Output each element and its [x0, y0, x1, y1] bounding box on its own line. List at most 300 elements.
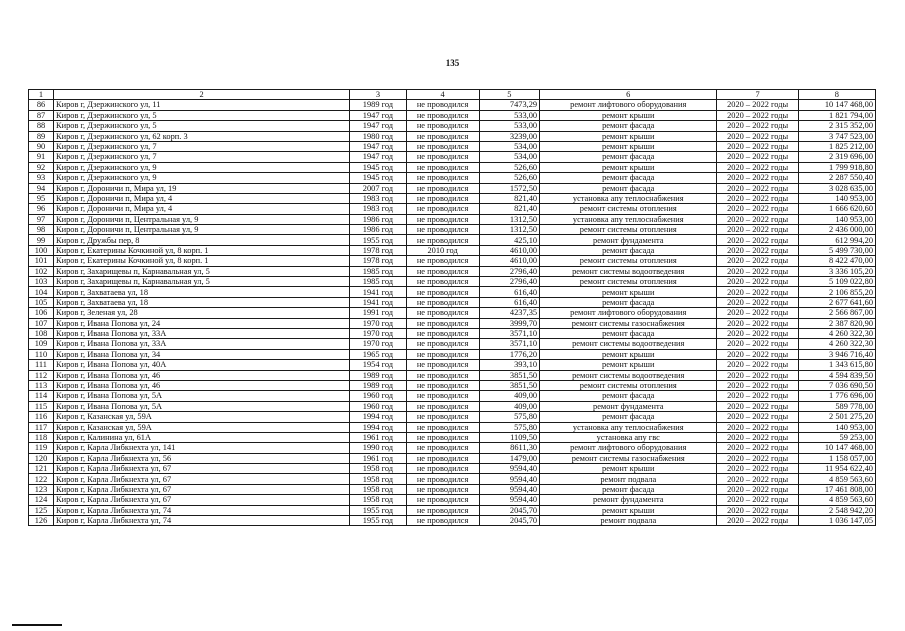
- table-row: [29, 391, 876, 401]
- work-type-cell: ремонт фасада: [540, 121, 717, 131]
- build-year-cell: 1965 год: [350, 349, 406, 359]
- work-type-cell: ремонт системы газоснабжения: [540, 318, 717, 328]
- address-cell: Киров г, Карла Либкнехта ул, 56: [54, 453, 350, 463]
- table-row: [29, 266, 876, 276]
- row-number-cell: 99: [29, 235, 54, 245]
- area-cell: 534,00: [479, 152, 540, 162]
- cost-cell: 10 147 468,00: [798, 443, 875, 453]
- build-year-cell: 1941 год: [350, 287, 406, 297]
- build-year-cell: 1989 год: [350, 380, 406, 390]
- build-year-cell: 1970 год: [350, 318, 406, 328]
- cost-cell: 1 158 057,00: [798, 453, 875, 463]
- cost-cell: 2 436 000,00: [798, 225, 875, 235]
- table-row: [29, 277, 876, 287]
- work-type-cell: ремонт фасада: [540, 412, 717, 422]
- cost-cell: 1 825 212,00: [798, 141, 875, 151]
- table-row: [29, 516, 876, 526]
- work-type-cell: ремонт системы водоотведения: [540, 266, 717, 276]
- cost-cell: 2 319 696,00: [798, 152, 875, 162]
- address-cell: Киров г, Ивана Попова ул, 5А: [54, 401, 350, 411]
- area-cell: 4237,35: [479, 308, 540, 318]
- address-cell: Киров г, Казанская ул, 59А: [54, 422, 350, 432]
- area-cell: 534,00: [479, 141, 540, 151]
- cost-cell: 4 594 839,50: [798, 370, 875, 380]
- row-number-cell: 101: [29, 256, 54, 266]
- address-cell: Киров г, Дружбы пер, 8: [54, 235, 350, 245]
- last-repair-year-cell: не проводился: [406, 152, 479, 162]
- row-number-cell: 93: [29, 173, 54, 183]
- address-cell: Киров г, Дзержинского ул, 62 корп. 3: [54, 131, 350, 141]
- work-type-cell: ремонт крыши: [540, 349, 717, 359]
- last-repair-year-cell: не проводился: [406, 412, 479, 422]
- table-row: [29, 183, 876, 193]
- address-cell: Киров г, Дзержинского ул, 5: [54, 121, 350, 131]
- table-row: [29, 110, 876, 120]
- area-cell: 1572,50: [479, 183, 540, 193]
- cost-cell: 4 859 563,60: [798, 495, 875, 505]
- area-cell: 425,10: [479, 235, 540, 245]
- work-type-cell: ремонт фасада: [540, 183, 717, 193]
- last-repair-year-cell: не проводился: [406, 401, 479, 411]
- table-row: [29, 100, 876, 110]
- table-row: [29, 245, 876, 255]
- area-cell: 9594,40: [479, 495, 540, 505]
- period-cell: 2020 – 2022 годы: [717, 412, 798, 422]
- last-repair-year-cell: не проводился: [406, 297, 479, 307]
- area-cell: 3239,00: [479, 131, 540, 141]
- cost-cell: 2 287 550,40: [798, 173, 875, 183]
- period-cell: 2020 – 2022 годы: [717, 131, 798, 141]
- period-cell: 2020 – 2022 годы: [717, 422, 798, 432]
- table-row: [29, 162, 876, 172]
- work-type-cell: ремонт фасада: [540, 391, 717, 401]
- work-type-cell: ремонт крыши: [540, 162, 717, 172]
- cost-cell: 3 946 716,40: [798, 349, 875, 359]
- build-year-cell: 1958 год: [350, 474, 406, 484]
- period-cell: 2020 – 2022 годы: [717, 339, 798, 349]
- row-number-cell: 119: [29, 443, 54, 453]
- row-number-cell: 112: [29, 370, 54, 380]
- last-repair-year-cell: не проводился: [406, 380, 479, 390]
- build-year-cell: 1955 год: [350, 516, 406, 526]
- address-cell: Киров г, Дороничи п, Центральная ул, 9: [54, 214, 350, 224]
- last-repair-year-cell: не проводился: [406, 474, 479, 484]
- work-type-cell: ремонт системы отопления: [540, 204, 717, 214]
- area-cell: 1479,00: [479, 453, 540, 463]
- row-number-cell: 114: [29, 391, 54, 401]
- row-number-cell: 122: [29, 474, 54, 484]
- cost-cell: 1 343 615,80: [798, 360, 875, 370]
- row-number-cell: 94: [29, 183, 54, 193]
- last-repair-year-cell: не проводился: [406, 204, 479, 214]
- table-body: [29, 100, 876, 526]
- row-number-cell: 104: [29, 287, 54, 297]
- build-year-cell: 1961 год: [350, 453, 406, 463]
- build-year-cell: 1947 год: [350, 110, 406, 120]
- period-cell: 2020 – 2022 годы: [717, 287, 798, 297]
- build-year-cell: 1947 год: [350, 152, 406, 162]
- last-repair-year-cell: не проводился: [406, 432, 479, 442]
- address-cell: Киров г, Захарищевы п, Карнавальная ул, 5: [54, 266, 350, 276]
- build-year-cell: 1994 год: [350, 412, 406, 422]
- area-cell: 575,80: [479, 412, 540, 422]
- cost-cell: 5 109 022,80: [798, 277, 875, 287]
- period-cell: 2020 – 2022 годы: [717, 225, 798, 235]
- table-row: [29, 141, 876, 151]
- period-cell: 2020 – 2022 годы: [717, 162, 798, 172]
- row-number-cell: 91: [29, 152, 54, 162]
- build-year-cell: 1947 год: [350, 121, 406, 131]
- cost-cell: 4 260 322,30: [798, 328, 875, 338]
- period-cell: 2020 – 2022 годы: [717, 297, 798, 307]
- area-cell: 2045,70: [479, 505, 540, 515]
- cost-cell: 2 548 942,20: [798, 505, 875, 515]
- period-cell: 2020 – 2022 годы: [717, 391, 798, 401]
- last-repair-year-cell: не проводился: [406, 235, 479, 245]
- work-type-cell: ремонт фундамента: [540, 495, 717, 505]
- table-row: [29, 464, 876, 474]
- build-year-cell: 1961 год: [350, 432, 406, 442]
- page-number: 135: [445, 58, 460, 68]
- capital-repair-register-table: [28, 89, 876, 526]
- table-row: [29, 443, 876, 453]
- table-row: [29, 505, 876, 515]
- last-repair-year-cell: не проводился: [406, 443, 479, 453]
- area-cell: 526,60: [479, 162, 540, 172]
- row-number-cell: 107: [29, 318, 54, 328]
- area-cell: 2796,40: [479, 266, 540, 276]
- period-cell: 2020 – 2022 годы: [717, 173, 798, 183]
- work-type-cell: ремонт фасада: [540, 328, 717, 338]
- cost-cell: 1 666 620,60: [798, 204, 875, 214]
- build-year-cell: 1958 год: [350, 484, 406, 494]
- row-number-cell: 96: [29, 204, 54, 214]
- period-cell: 2020 – 2022 годы: [717, 214, 798, 224]
- last-repair-year-cell: не проводился: [406, 266, 479, 276]
- cost-cell: 3 747 523,00: [798, 131, 875, 141]
- row-number-cell: 118: [29, 432, 54, 442]
- column-header-7: 7: [717, 90, 798, 100]
- table-row: [29, 432, 876, 442]
- address-cell: Киров г, Дороничи п, Мира ул, 4: [54, 204, 350, 214]
- table-row: [29, 474, 876, 484]
- area-cell: 3571,10: [479, 339, 540, 349]
- address-cell: Киров г, Калинина ул, 61А: [54, 432, 350, 442]
- last-repair-year-cell: не проводился: [406, 484, 479, 494]
- work-type-cell: ремонт лифтового оборудования: [540, 308, 717, 318]
- build-year-cell: 1978 год: [350, 256, 406, 266]
- last-repair-year-cell: не проводился: [406, 339, 479, 349]
- work-type-cell: установка апу теплоснабжения: [540, 422, 717, 432]
- area-cell: 4610,00: [479, 245, 540, 255]
- row-number-cell: 90: [29, 141, 54, 151]
- last-repair-year-cell: не проводился: [406, 183, 479, 193]
- work-type-cell: установка апу гвс: [540, 432, 717, 442]
- cost-cell: 59 253,00: [798, 432, 875, 442]
- build-year-cell: 1989 год: [350, 370, 406, 380]
- last-repair-year-cell: не проводился: [406, 308, 479, 318]
- row-number-cell: 89: [29, 131, 54, 141]
- area-cell: 616,40: [479, 297, 540, 307]
- period-cell: 2020 – 2022 годы: [717, 266, 798, 276]
- area-cell: 3851,50: [479, 370, 540, 380]
- table-row: [29, 204, 876, 214]
- cost-cell: 612 994,20: [798, 235, 875, 245]
- row-number-cell: 111: [29, 360, 54, 370]
- address-cell: Киров г, Дороничи п, Центральная ул, 9: [54, 225, 350, 235]
- cost-cell: 8 422 470,00: [798, 256, 875, 266]
- period-cell: 2020 – 2022 годы: [717, 474, 798, 484]
- work-type-cell: ремонт крыши: [540, 110, 717, 120]
- area-cell: 1312,50: [479, 225, 540, 235]
- address-cell: Киров г, Ивана Попова ул, 46: [54, 370, 350, 380]
- last-repair-year-cell: не проводился: [406, 287, 479, 297]
- cost-cell: 140 953,00: [798, 214, 875, 224]
- period-cell: 2020 – 2022 годы: [717, 245, 798, 255]
- row-number-cell: 100: [29, 245, 54, 255]
- row-number-cell: 121: [29, 464, 54, 474]
- area-cell: 1312,50: [479, 214, 540, 224]
- area-cell: 821,40: [479, 204, 540, 214]
- area-cell: 1776,20: [479, 349, 540, 359]
- table-row: [29, 328, 876, 338]
- area-cell: 616,40: [479, 287, 540, 297]
- row-number-cell: 97: [29, 214, 54, 224]
- period-cell: 2020 – 2022 годы: [717, 432, 798, 442]
- build-year-cell: 1983 год: [350, 204, 406, 214]
- last-repair-year-cell: не проводился: [406, 162, 479, 172]
- period-cell: 2020 – 2022 годы: [717, 328, 798, 338]
- period-cell: 2020 – 2022 годы: [717, 235, 798, 245]
- cost-cell: 2 387 820,90: [798, 318, 875, 328]
- table-row: [29, 412, 876, 422]
- cost-cell: 11 954 622,40: [798, 464, 875, 474]
- last-repair-year-cell: не проводился: [406, 110, 479, 120]
- build-year-cell: 1970 год: [350, 328, 406, 338]
- row-number-cell: 102: [29, 266, 54, 276]
- work-type-cell: ремонт фасада: [540, 484, 717, 494]
- work-type-cell: ремонт фундамента: [540, 401, 717, 411]
- work-type-cell: ремонт системы газоснабжения: [540, 453, 717, 463]
- area-cell: 8611,30: [479, 443, 540, 453]
- work-type-cell: ремонт крыши: [540, 141, 717, 151]
- row-number-cell: 103: [29, 277, 54, 287]
- cost-cell: 3 028 635,00: [798, 183, 875, 193]
- work-type-cell: ремонт системы отопления: [540, 380, 717, 390]
- column-header-5: 5: [479, 90, 540, 100]
- area-cell: 1109,50: [479, 432, 540, 442]
- row-number-cell: 125: [29, 505, 54, 515]
- area-cell: 3571,10: [479, 328, 540, 338]
- build-year-cell: 1945 год: [350, 173, 406, 183]
- row-number-cell: 120: [29, 453, 54, 463]
- address-cell: Киров г, Ивана Попова ул, 33А: [54, 328, 350, 338]
- cost-cell: 2 106 855,20: [798, 287, 875, 297]
- last-repair-year-cell: не проводился: [406, 173, 479, 183]
- address-cell: Киров г, Карла Либкнехта ул, 74: [54, 516, 350, 526]
- build-year-cell: 1954 год: [350, 360, 406, 370]
- table-row: [29, 380, 876, 390]
- row-number-cell: 126: [29, 516, 54, 526]
- address-cell: Киров г, Захватаева ул, 18: [54, 287, 350, 297]
- address-cell: Киров г, Зеленая ул, 28: [54, 308, 350, 318]
- work-type-cell: ремонт фасада: [540, 245, 717, 255]
- table-row: [29, 349, 876, 359]
- build-year-cell: 1958 год: [350, 464, 406, 474]
- area-cell: 533,00: [479, 121, 540, 131]
- work-type-cell: ремонт крыши: [540, 131, 717, 141]
- build-year-cell: 1960 год: [350, 401, 406, 411]
- table-row: [29, 287, 876, 297]
- work-type-cell: ремонт крыши: [540, 505, 717, 515]
- build-year-cell: 1994 год: [350, 422, 406, 432]
- column-header-6: 6: [540, 90, 717, 100]
- table-row: [29, 256, 876, 266]
- table-row: [29, 193, 876, 203]
- cost-cell: 2 566 867,00: [798, 308, 875, 318]
- area-cell: 3851,50: [479, 380, 540, 390]
- cost-cell: 7 036 690,50: [798, 380, 875, 390]
- cost-cell: 10 147 468,00: [798, 100, 875, 110]
- address-cell: Киров г, Карла Либкнехта ул, 74: [54, 505, 350, 515]
- row-number-cell: 109: [29, 339, 54, 349]
- period-cell: 2020 – 2022 годы: [717, 152, 798, 162]
- last-repair-year-cell: не проводился: [406, 318, 479, 328]
- area-cell: 575,80: [479, 422, 540, 432]
- address-cell: Киров г, Карла Либкнехта ул, 67: [54, 495, 350, 505]
- table-row: [29, 318, 876, 328]
- row-number-cell: 116: [29, 412, 54, 422]
- build-year-cell: 1978 год: [350, 245, 406, 255]
- table-row: [29, 131, 876, 141]
- column-header-2: 2: [54, 90, 350, 100]
- address-cell: Киров г, Дзержинского ул, 9: [54, 162, 350, 172]
- period-cell: 2020 – 2022 годы: [717, 183, 798, 193]
- period-cell: 2020 – 2022 годы: [717, 204, 798, 214]
- period-cell: 2020 – 2022 годы: [717, 443, 798, 453]
- table-row: [29, 495, 876, 505]
- address-cell: Киров г, Дороничи п, Мира ул, 19: [54, 183, 350, 193]
- cost-cell: 2 677 641,60: [798, 297, 875, 307]
- last-repair-year-cell: не проводился: [406, 495, 479, 505]
- work-type-cell: ремонт фасада: [540, 173, 717, 183]
- area-cell: 9594,40: [479, 464, 540, 474]
- last-repair-year-cell: не проводился: [406, 391, 479, 401]
- area-cell: 4610,00: [479, 256, 540, 266]
- cost-cell: 1 776 696,00: [798, 391, 875, 401]
- table-row: [29, 173, 876, 183]
- last-repair-year-cell: не проводился: [406, 505, 479, 515]
- build-year-cell: 1941 год: [350, 297, 406, 307]
- period-cell: 2020 – 2022 годы: [717, 360, 798, 370]
- period-cell: 2020 – 2022 годы: [717, 121, 798, 131]
- cost-cell: 140 953,00: [798, 193, 875, 203]
- build-year-cell: 1960 год: [350, 391, 406, 401]
- cost-cell: 1 799 918,80: [798, 162, 875, 172]
- cost-cell: 4 260 322,30: [798, 339, 875, 349]
- table-row: [29, 370, 876, 380]
- cost-cell: 2 315 352,00: [798, 121, 875, 131]
- last-repair-year-cell: не проводился: [406, 328, 479, 338]
- address-cell: Киров г, Ивана Попова ул, 5А: [54, 391, 350, 401]
- last-repair-year-cell: не проводился: [406, 256, 479, 266]
- work-type-cell: ремонт крыши: [540, 360, 717, 370]
- work-type-cell: ремонт крыши: [540, 464, 717, 474]
- column-header-8: 8: [798, 90, 875, 100]
- last-repair-year-cell: не проводился: [406, 214, 479, 224]
- work-type-cell: ремонт лифтового оборудования: [540, 100, 717, 110]
- period-cell: 2020 – 2022 годы: [717, 495, 798, 505]
- address-cell: Киров г, Ивана Попова ул, 46: [54, 380, 350, 390]
- cost-cell: 1 821 794,00: [798, 110, 875, 120]
- row-number-cell: 117: [29, 422, 54, 432]
- cost-cell: 4 859 563,60: [798, 474, 875, 484]
- address-cell: Киров г, Захватаева ул, 18: [54, 297, 350, 307]
- address-cell: Киров г, Карла Либкнехта ул, 141: [54, 443, 350, 453]
- row-number-cell: 110: [29, 349, 54, 359]
- work-type-cell: ремонт системы отопления: [540, 256, 717, 266]
- table-row: [29, 152, 876, 162]
- work-type-cell: ремонт фасада: [540, 152, 717, 162]
- period-cell: 2020 – 2022 годы: [717, 505, 798, 515]
- period-cell: 2020 – 2022 годы: [717, 370, 798, 380]
- header-row: [29, 90, 876, 100]
- row-number-cell: 123: [29, 484, 54, 494]
- column-header-4: 4: [406, 90, 479, 100]
- area-cell: 9594,40: [479, 474, 540, 484]
- address-cell: Киров г, Дзержинского ул, 7: [54, 141, 350, 151]
- build-year-cell: 2007 год: [350, 183, 406, 193]
- last-repair-year-cell: не проводился: [406, 141, 479, 151]
- period-cell: 2020 – 2022 годы: [717, 318, 798, 328]
- area-cell: 533,00: [479, 110, 540, 120]
- address-cell: Киров г, Карла Либкнехта ул, 67: [54, 484, 350, 494]
- last-repair-year-cell: не проводился: [406, 370, 479, 380]
- period-cell: 2020 – 2022 годы: [717, 193, 798, 203]
- period-cell: 2020 – 2022 годы: [717, 277, 798, 287]
- row-number-cell: 87: [29, 110, 54, 120]
- build-year-cell: 1945 год: [350, 162, 406, 172]
- build-year-cell: 1947 год: [350, 141, 406, 151]
- last-repair-year-cell: не проводился: [406, 349, 479, 359]
- build-year-cell: 1980 год: [350, 131, 406, 141]
- work-type-cell: ремонт системы водоотведения: [540, 339, 717, 349]
- row-number-cell: 88: [29, 121, 54, 131]
- last-repair-year-cell: не проводился: [406, 100, 479, 110]
- last-repair-year-cell: не проводился: [406, 121, 479, 131]
- address-cell: Киров г, Дзержинского ул, 5: [54, 110, 350, 120]
- cost-cell: 3 336 105,20: [798, 266, 875, 276]
- table-row: [29, 484, 876, 494]
- address-cell: Киров г, Ивана Попова ул, 40А: [54, 360, 350, 370]
- column-header-3: 3: [350, 90, 406, 100]
- work-type-cell: ремонт системы отопления: [540, 277, 717, 287]
- build-year-cell: 1985 год: [350, 266, 406, 276]
- work-type-cell: ремонт крыши: [540, 287, 717, 297]
- table-row: [29, 453, 876, 463]
- last-repair-year-cell: не проводился: [406, 464, 479, 474]
- address-cell: Киров г, Захарищевы п, Карнавальная ул, 5: [54, 277, 350, 287]
- row-number-cell: 86: [29, 100, 54, 110]
- period-cell: 2020 – 2022 годы: [717, 464, 798, 474]
- period-cell: 2020 – 2022 годы: [717, 516, 798, 526]
- area-cell: 409,00: [479, 391, 540, 401]
- work-type-cell: ремонт фасада: [540, 297, 717, 307]
- period-cell: 2020 – 2022 годы: [717, 141, 798, 151]
- work-type-cell: ремонт подвала: [540, 516, 717, 526]
- work-type-cell: ремонт лифтового оборудования: [540, 443, 717, 453]
- build-year-cell: 1955 год: [350, 505, 406, 515]
